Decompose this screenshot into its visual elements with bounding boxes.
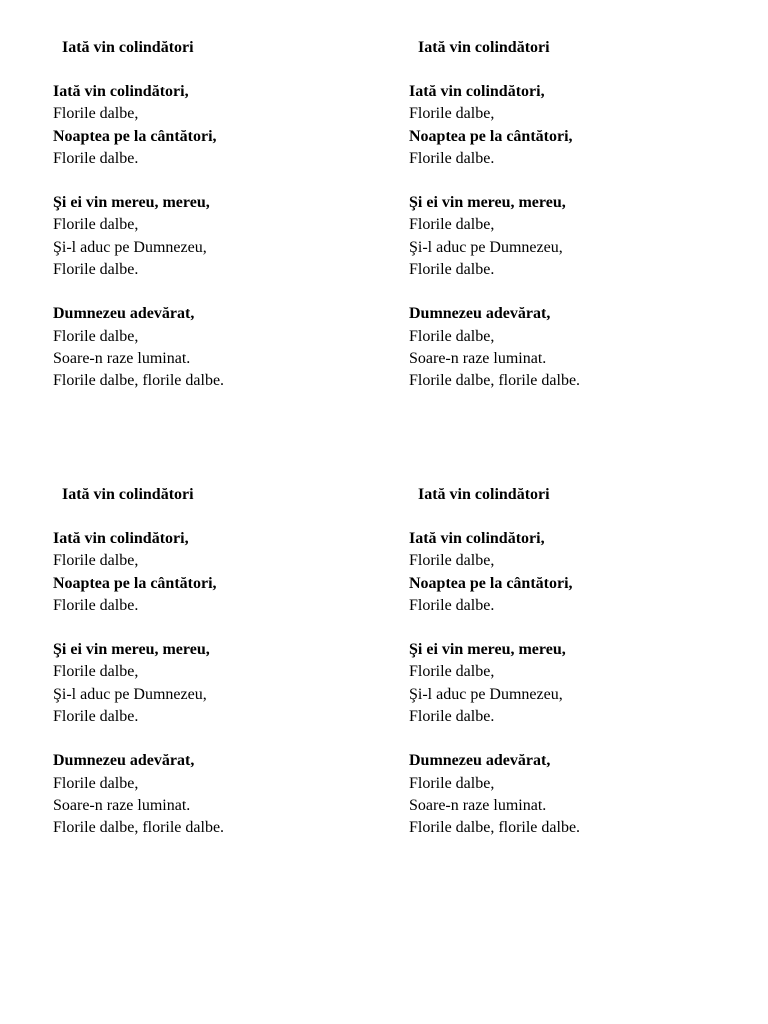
poem-refrain-line: Florile dalbe, [53, 216, 139, 234]
poem-title: Iată vin colindători [418, 486, 550, 503]
poem-refrain-line: Florile dalbe, [409, 774, 495, 792]
poem-stanza-2 [53, 639, 373, 728]
poem-refrain-line: Florile dalbe. [53, 708, 139, 726]
poem-line: Şi ei vin mereu, mereu, [409, 194, 566, 212]
poem-refrain-line: Florile dalbe. [53, 596, 139, 614]
poem-stanza-3 [53, 750, 373, 839]
poem-refrain-line: Florile dalbe, [409, 105, 495, 123]
poem-refrain-line: Florile dalbe, [53, 663, 139, 681]
poem-refrain-line: Florile dalbe. [409, 708, 495, 726]
poem-refrain-line: Florile dalbe, [53, 105, 139, 123]
poem-copy-bottom-right [409, 484, 729, 840]
poem-line: Soare-n raze luminat. [409, 796, 547, 814]
poem-line: Dumnezeu adevărat, [409, 305, 551, 323]
poem-refrain-line: Florile dalbe. [409, 261, 495, 279]
poem-line: Noaptea pe la cântători, [53, 127, 217, 145]
poem-line: Dumnezeu adevărat, [409, 752, 551, 770]
poem-line: Iată vin colindători, [53, 83, 189, 100]
poem-refrain-line: Florile dalbe, florile dalbe. [53, 372, 225, 390]
poem-stanza-3 [409, 750, 729, 839]
poem-refrain-line: Florile dalbe. [409, 149, 495, 167]
poem-refrain-line: Florile dalbe. [53, 149, 139, 167]
poem-line: Şi-l aduc pe Dumnezeu, [53, 685, 207, 703]
poem-line: Noaptea pe la cântători, [53, 574, 217, 592]
poem-line: Iată vin colindători, [409, 530, 545, 547]
poem-line: Dumnezeu adevărat, [53, 305, 195, 323]
poem-refrain-line: Florile dalbe, florile dalbe. [409, 819, 581, 837]
poem-line: Dumnezeu adevărat, [53, 752, 195, 770]
poem-line: Noaptea pe la cântători, [409, 127, 573, 145]
poem-refrain-line: Florile dalbe, [53, 327, 139, 345]
poem-stanza-2 [409, 192, 729, 281]
poem-copy-top-left [53, 37, 373, 393]
poem-stanza-1 [409, 528, 729, 617]
poem-line: Şi-l aduc pe Dumnezeu, [409, 685, 563, 703]
poem-line: Şi-l aduc pe Dumnezeu, [409, 238, 563, 256]
poem-stanza-3 [53, 303, 373, 392]
poem-refrain-line: Florile dalbe, [53, 552, 139, 570]
poem-title: Iată vin colindători [62, 486, 194, 503]
poem-refrain-line: Florile dalbe, florile dalbe. [409, 372, 581, 390]
poem-refrain-line: Florile dalbe, [409, 552, 495, 570]
poem-refrain-line: Florile dalbe. [53, 261, 139, 279]
poem-refrain-line: Florile dalbe. [409, 596, 495, 614]
poem-line: Soare-n raze luminat. [53, 796, 191, 814]
poem-line: Soare-n raze luminat. [409, 349, 547, 367]
poem-line: Şi-l aduc pe Dumnezeu, [53, 238, 207, 256]
poem-refrain-line: Florile dalbe, [409, 663, 495, 681]
poem-refrain-line: Florile dalbe, [409, 327, 495, 345]
poem-stanza-2 [53, 192, 373, 281]
poem-line: Soare-n raze luminat. [53, 349, 191, 367]
poem-title: Iată vin colindători [62, 39, 194, 56]
poem-line: Şi ei vin mereu, mereu, [53, 641, 210, 659]
poem-stanza-1 [53, 81, 373, 170]
poem-stanza-1 [409, 81, 729, 170]
poem-line: Iată vin colindători, [53, 530, 189, 547]
poem-stanza-3 [409, 303, 729, 392]
poem-refrain-line: Florile dalbe, [53, 774, 139, 792]
poem-line: Şi ei vin mereu, mereu, [53, 194, 210, 212]
poem-title: Iată vin colindători [418, 39, 550, 56]
poem-stanza-1 [53, 528, 373, 617]
poem-line: Noaptea pe la cântători, [409, 574, 573, 592]
poem-stanza-2 [409, 639, 729, 728]
poem-line: Şi ei vin mereu, mereu, [409, 641, 566, 659]
poem-copy-top-right [409, 37, 729, 393]
poem-line: Iată vin colindători, [409, 83, 545, 100]
poem-refrain-line: Florile dalbe, [409, 216, 495, 234]
poem-copy-bottom-left [53, 484, 373, 840]
poem-refrain-line: Florile dalbe, florile dalbe. [53, 819, 225, 837]
